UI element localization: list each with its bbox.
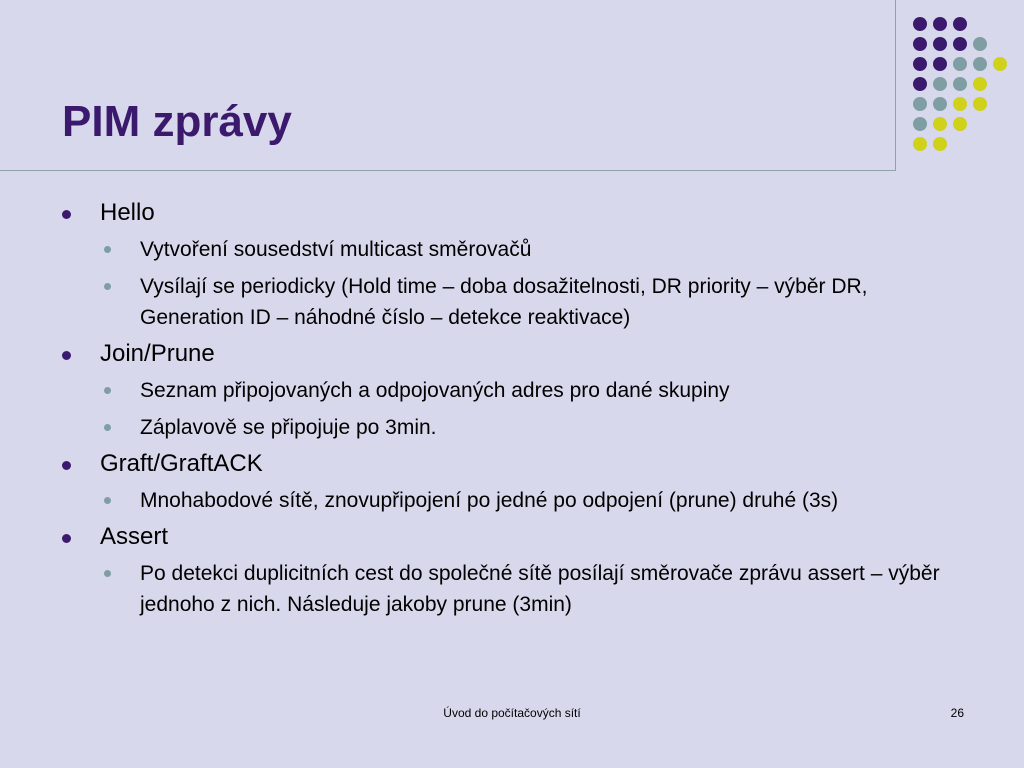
- decorative-dot: [913, 117, 927, 131]
- decorative-dot: [973, 37, 987, 51]
- decorative-dot: [953, 97, 967, 111]
- bullet-join-prune: Join/Prune: [100, 339, 954, 369]
- decorative-dot: [933, 57, 947, 71]
- decorative-dot: [933, 117, 947, 131]
- bullet-hello: Hello: [100, 198, 954, 228]
- decorative-dot: [953, 117, 967, 131]
- sub-bullet-dot-icon: [104, 424, 111, 431]
- decorative-dot: [953, 77, 967, 91]
- decorative-dot: [933, 17, 947, 31]
- decorative-dot: [953, 17, 967, 31]
- sub-bullet-dot-icon: [104, 246, 111, 253]
- decorative-dot: [913, 17, 927, 31]
- page-number: 26: [950, 706, 964, 720]
- decorative-dot: [973, 77, 987, 91]
- sub-bullet: Vysílají se periodicky (Hold time – doba dosažitelnosti, DR priority – výběr DR, Generation ID – náhodné číslo – detekce reaktivace): [140, 271, 954, 333]
- decorative-dot: [933, 77, 947, 91]
- decorative-dot: [933, 37, 947, 51]
- decorative-dot: [953, 37, 967, 51]
- decorative-dot: [913, 37, 927, 51]
- bullet-assert: Assert: [100, 522, 954, 552]
- slide-title: PIM zprávy: [62, 97, 292, 146]
- sub-bullet: Záplavově se připojuje po 3min.: [140, 412, 954, 443]
- sub-bullet: Vytvoření sousedství multicast směrovačů: [140, 234, 954, 265]
- bullet-graft: Graft/GraftACK: [100, 449, 954, 479]
- decorative-dot: [933, 97, 947, 111]
- bullet-dot-icon: [62, 461, 71, 470]
- header-divider-horizontal: [0, 170, 896, 171]
- sub-bullet-dot-icon: [104, 497, 111, 504]
- decorative-dot: [913, 137, 927, 151]
- sub-bullet: Po detekci duplicitních cest do společné sítě posílají směrovače zprávu assert – výběr jednoho z nich. Následuje jakoby prune (3min): [140, 558, 954, 620]
- decorative-dot: [933, 137, 947, 151]
- decorative-dot: [993, 57, 1007, 71]
- sub-bullet-dot-icon: [104, 283, 111, 290]
- decorative-dot: [973, 97, 987, 111]
- bullet-dot-icon: [62, 534, 71, 543]
- sub-bullet-dot-icon: [104, 570, 111, 577]
- decorative-dot: [913, 97, 927, 111]
- sub-bullet-dot-icon: [104, 387, 111, 394]
- bullet-dot-icon: [62, 351, 71, 360]
- sub-bullet: Seznam připojovaných a odpojovaných adres pro dané skupiny: [140, 375, 954, 406]
- decorative-dot: [973, 57, 987, 71]
- bullet-list: [0, 198, 1024, 626]
- sub-bullet: Mnohabodové sítě, znovupřipojení po jedné po odpojení (prune) druhé (3s): [140, 485, 954, 516]
- decorative-dot: [953, 57, 967, 71]
- decorative-dot: [913, 57, 927, 71]
- footer-text: Úvod do počítačových sítí: [443, 706, 581, 720]
- decorative-dot: [913, 77, 927, 91]
- bullet-dot-icon: [62, 210, 71, 219]
